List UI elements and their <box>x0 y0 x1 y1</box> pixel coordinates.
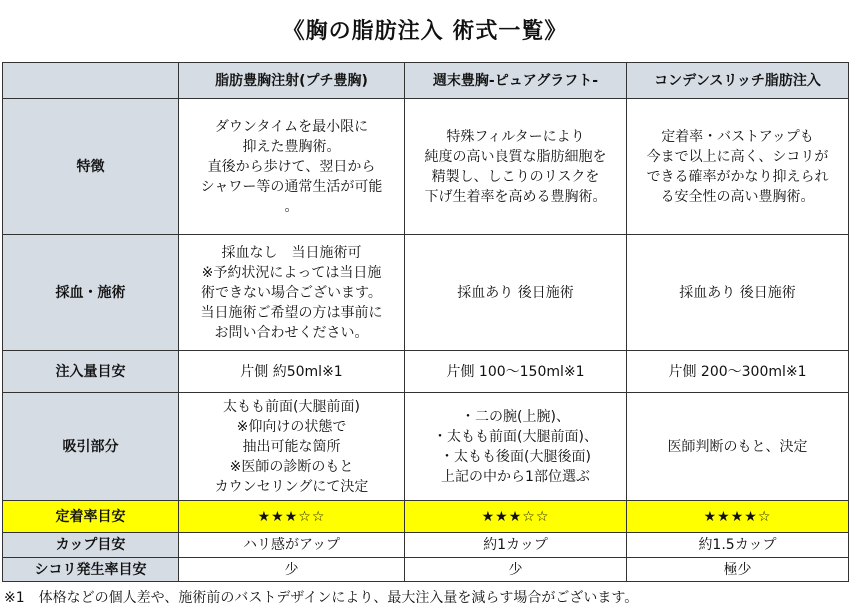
row-label-features: 特徴 <box>3 99 179 235</box>
blood-procedure-petit: 採血なし 当日施術可 ※予約状況によっては当日施 術できない場合ございます。 当日施術ご希望の方は事前に お問い合わせください。 <box>179 235 405 351</box>
table-row-lump-rate <box>3 558 849 582</box>
row-label-lump-rate: シコリ発生率目安 <box>3 558 179 582</box>
blood-procedure-condense: 採血あり 後日施術 <box>627 235 849 351</box>
cup-size-condense: 約1.5カップ <box>627 533 849 558</box>
lump-rate-condense: 極少 <box>627 558 849 582</box>
features-condense: 定着率・バストアップも 今まで以上に高く、シコリが できる確率がかなり抑えられ る安全性の高い豊胸術。 <box>627 99 849 235</box>
survival-rate-petit-stars: ★★★☆☆ <box>179 501 405 533</box>
row-label-injection-volume: 注入量目安 <box>3 351 179 393</box>
header-weekend-puregraft: 週末豊胸-ピュアグラフト- <box>405 63 627 99</box>
blood-procedure-puregraft: 採血あり 後日施術 <box>405 235 627 351</box>
header-petit-injection: 脂肪豊胸注射(プチ豊胸) <box>179 63 405 99</box>
suction-area-condense: 医師判断のもと、決定 <box>627 393 849 501</box>
injection-volume-condense: 片側 200〜300ml※1 <box>627 351 849 393</box>
page-title: 《胸の脂肪注入 術式一覧》 <box>282 19 568 44</box>
suction-area-petit: 太もも前面(大腿前面) ※仰向けの状態で 抽出可能な箇所 ※医師の診断のもと カウンセリングにて決定 <box>179 393 405 501</box>
injection-volume-petit: 片側 約50ml※1 <box>179 351 405 393</box>
row-label-blood-procedure: 採血・施術 <box>3 235 179 351</box>
table-header-row <box>3 63 849 99</box>
table-row-survival-rate <box>3 501 849 533</box>
header-empty-cell <box>3 63 179 99</box>
cup-size-puregraft: 約1カップ <box>405 533 627 558</box>
table-row-blood-procedure <box>3 235 849 351</box>
survival-rate-condense-stars: ★★★★☆ <box>627 501 849 533</box>
injection-volume-puregraft: 片側 100〜150ml※1 <box>405 351 627 393</box>
table-row-injection-volume <box>3 351 849 393</box>
lump-rate-puregraft: 少 <box>405 558 627 582</box>
header-condense-rich: コンデンスリッチ脂肪注入 <box>627 63 849 99</box>
footnote: ※1 体格などの個人差や、施術前のバストデザインにより、最大注入量を減らす場合がございます。 <box>4 590 639 606</box>
row-label-cup-size: カップ目安 <box>3 533 179 558</box>
suction-area-puregraft: ・二の腕(上腕)、 ・太もも前面(大腿前面)、 ・太もも後面(大腿後面) 上記の中から1部位選ぶ <box>405 393 627 501</box>
lump-rate-petit: 少 <box>179 558 405 582</box>
survival-rate-puregraft-stars: ★★★☆☆ <box>405 501 627 533</box>
row-label-survival-rate: 定着率目安 <box>3 501 179 533</box>
procedure-comparison-table <box>2 62 849 582</box>
row-label-suction-area: 吸引部分 <box>3 393 179 501</box>
cup-size-petit: ハリ感がアップ <box>179 533 405 558</box>
table-row-features <box>3 99 849 235</box>
table-row-cup-size <box>3 533 849 558</box>
table-row-suction-area <box>3 393 849 501</box>
features-puregraft: 特殊フィルターにより 純度の高い良質な脂肪細胞を 精製し、しこりのリスクを 下げ生着率を高める豊胸術。 <box>405 99 627 235</box>
features-petit: ダウンタイムを最小限に 抑えた豊胸術。 直後から歩けて、翌日から シャワー等の通常生活が可能 。 <box>179 99 405 235</box>
